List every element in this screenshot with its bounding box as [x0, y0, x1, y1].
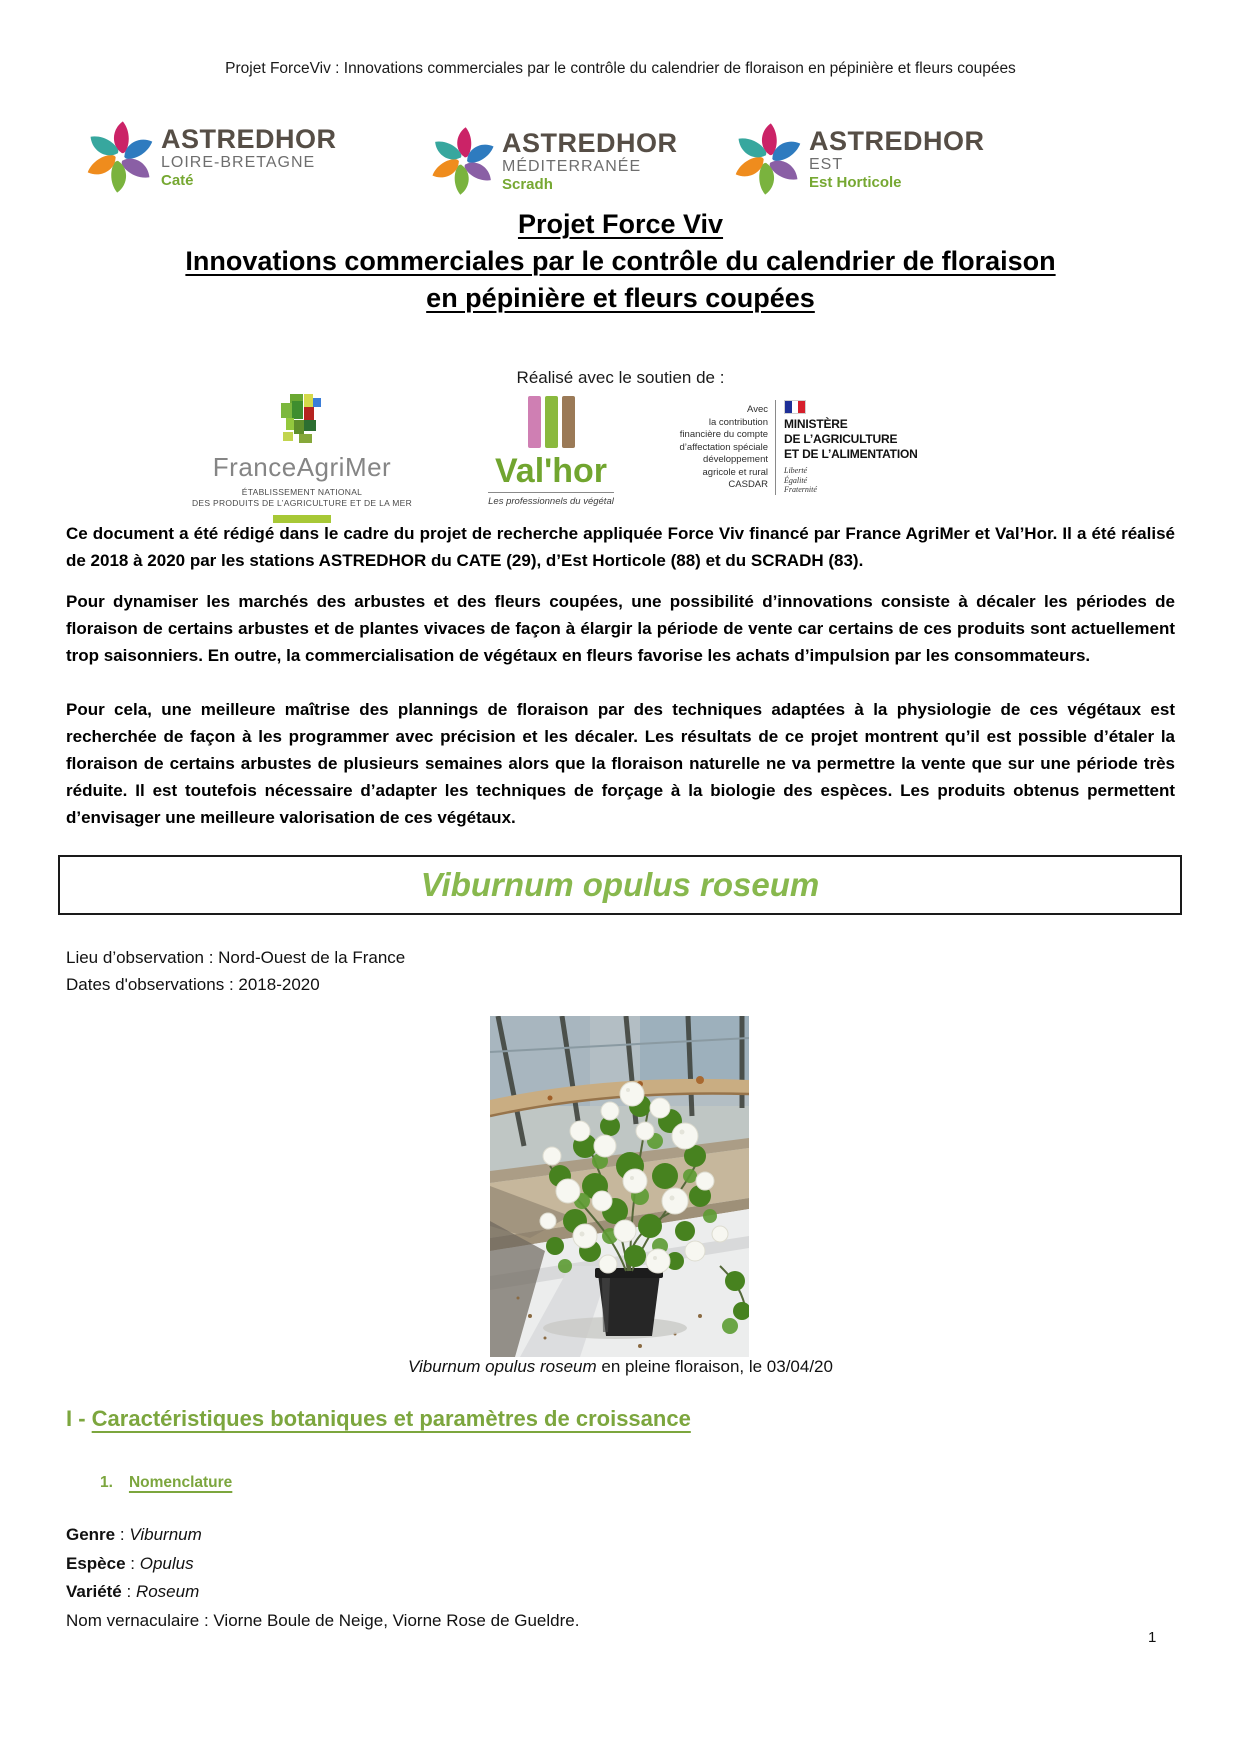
nomenclature-label: Variété: [66, 1582, 122, 1601]
astredhor-station: Caté: [161, 171, 194, 189]
ministere-name-3: ET DE L’ALIMENTATION: [784, 447, 918, 461]
section-heading-1: [66, 1406, 691, 1432]
casdar-line: CASDAR: [728, 479, 768, 490]
astredhor-station: Est Horticole: [809, 173, 902, 191]
nomenclature-vernacular: Nom vernaculaire : Viorne Boule de Neige, Viorne Rose de Gueldre.: [66, 1610, 580, 1630]
subsection-title: Nomenclature: [128, 1474, 233, 1491]
nomenclature-variete: [66, 1578, 579, 1607]
french-flag-icon: [784, 400, 806, 414]
motto-line: Liberté: [784, 466, 808, 475]
running-header: Projet ForceViv : Innovations commerciales par le contrôle du calendrier de floraison en pépinière et fleurs coupées: [225, 60, 1016, 77]
nomenclature-value: Roseum: [135, 1582, 200, 1601]
valhor-wordmark: Val'hor: [494, 452, 607, 490]
paragraph-intro: Ce document a été rédigé dans le cadre du projet de recherche appliquée Force Viv financé par France AgriMer et Val’Hor. Il a été réalisé de 2018 à 2020 par les stations ASTREDHOR du CATE (29), d’Est Horticole (88) et du SCRADH (83).: [66, 524, 1175, 570]
casdar-line: développement: [703, 454, 768, 465]
casdar-text: [653, 400, 775, 495]
support-intro: Réalisé avec le soutien de :: [516, 368, 725, 387]
valhor-bars-icon: [528, 396, 575, 448]
nomenclature-block: [66, 1521, 579, 1635]
section-title: Caractéristiques botaniques et paramètres de croissance: [91, 1406, 691, 1431]
astredhor-region: LOIRE-BRETAGNE: [161, 153, 316, 171]
motto-line: Fraternité: [784, 485, 817, 494]
casdar-line: d’affectation spéciale: [679, 441, 768, 453]
nomenclature-label: Genre: [66, 1525, 116, 1544]
nomenclature-value: Viburnum: [129, 1525, 202, 1544]
ministere-name-2: DE L’AGRICULTURE: [784, 432, 898, 446]
astredhor-flower-icon: [731, 118, 805, 200]
nomenclature-label: Espèce: [66, 1553, 126, 1573]
observation-dates: Dates d'observations : 2018-2020: [66, 975, 320, 994]
subsection-number: 1.: [100, 1474, 113, 1491]
separator: :: [115, 1525, 130, 1544]
astredhor-wordmark: ASTREDHOR: [809, 125, 985, 156]
astredhor-flower-icon: [83, 116, 157, 198]
observation-info: [66, 944, 405, 998]
astredhor-flower-icon: [428, 122, 498, 200]
logo-astredhor-mediterranee: [428, 122, 678, 200]
motto-line: Égalité: [784, 475, 808, 485]
caption-rest: en pleine floraison, le 03/04/20: [596, 1357, 833, 1376]
separator: :: [121, 1582, 136, 1601]
title-line-2: Innovations commerciales par le contrôle du calendrier de floraison: [185, 246, 1056, 276]
nomenclature-genre: [66, 1521, 579, 1550]
valhor-subtitle: Les professionnels du végétal: [488, 492, 614, 507]
casdar-line: la contribution: [708, 416, 768, 428]
photo-caption: [0, 1357, 1241, 1377]
franceagrimer-mosaic-icon: [281, 394, 323, 444]
section-prefix: I -: [66, 1406, 92, 1431]
nomenclature-value: Opulus: [139, 1553, 194, 1573]
separator: :: [125, 1553, 140, 1573]
casdar-line: financière du compte: [679, 429, 768, 440]
logo-franceagrimer: [183, 394, 421, 523]
main-title: [0, 206, 1241, 317]
nomenclature-espece: [66, 1550, 579, 1579]
paragraph-results: Pour cela, une meilleure maîtrise des plannings de floraison par des techniques adaptées à la physiologie de ces végétaux est recherchée de façon à les programmer avec précision et les décaler. Les résultats de ce projet montrent qu’il est possible d’étaler la floraison de certains arbustes de plusieurs semaines alors que la floraison naturelle ne va permettre la vente que sur une période très réduite. Il est toutefois nécessaire d’adapter les techniques de forçage à la biologie des espèces. Les produits obtenus permettent d’envisager une meilleure valorisation de ces végétaux.: [66, 700, 1175, 827]
astredhor-region: EST: [809, 155, 844, 173]
plant-photo: [490, 1016, 749, 1357]
title-line-3: en pépinière et fleurs coupées: [426, 283, 815, 313]
species-title: Viburnum opulus roseum: [420, 866, 820, 903]
caption-species: Viburnum opulus roseum: [408, 1357, 597, 1376]
ministere-name-1: MINISTÈRE: [784, 417, 848, 431]
page-number: 1: [1148, 1629, 1157, 1646]
logo-ministere: [653, 400, 918, 495]
logo-astredhor-est: [731, 118, 985, 200]
subsection-nomenclature: [100, 1474, 232, 1492]
ministere-motto: [784, 466, 918, 495]
observation-place: Lieu d’observation : Nord-Ouest de la France: [66, 948, 406, 967]
logo-valhor: [478, 396, 624, 507]
astredhor-region: MÉDITERRANÉE: [502, 157, 642, 175]
astredhor-wordmark: ASTREDHOR: [161, 123, 337, 154]
franceagrimer-wordmark: FranceAgriMer: [212, 452, 392, 482]
franceagrimer-subtitle-1: ÉTABLISSEMENT NATIONAL: [241, 487, 363, 497]
logo-astredhor-loire-bretagne: [83, 116, 337, 198]
title-line-1: Projet Force Viv: [517, 209, 724, 239]
astredhor-wordmark: ASTREDHOR: [502, 127, 678, 158]
species-title-box: [58, 855, 1182, 915]
casdar-line: Avec: [747, 404, 768, 415]
franceagrimer-subtitle-2: DES PRODUITS DE L’AGRICULTURE ET DE LA MER: [191, 498, 413, 508]
casdar-line: agricole et rural: [702, 466, 768, 478]
astredhor-station: Scradh: [502, 175, 553, 193]
paragraph-context: Pour dynamiser les marchés des arbustes et des fleurs coupées, une possibilité d’innovations consiste à décaler les périodes de floraison de certains arbustes et de plantes vivaces de façon à élargir la période de vente car certains de ces produits sont actuellement trop saisonniers. En outre, la commercialisation de végétaux en fleurs favorise les achats d’impulsion par les consommateurs.: [66, 592, 1175, 665]
